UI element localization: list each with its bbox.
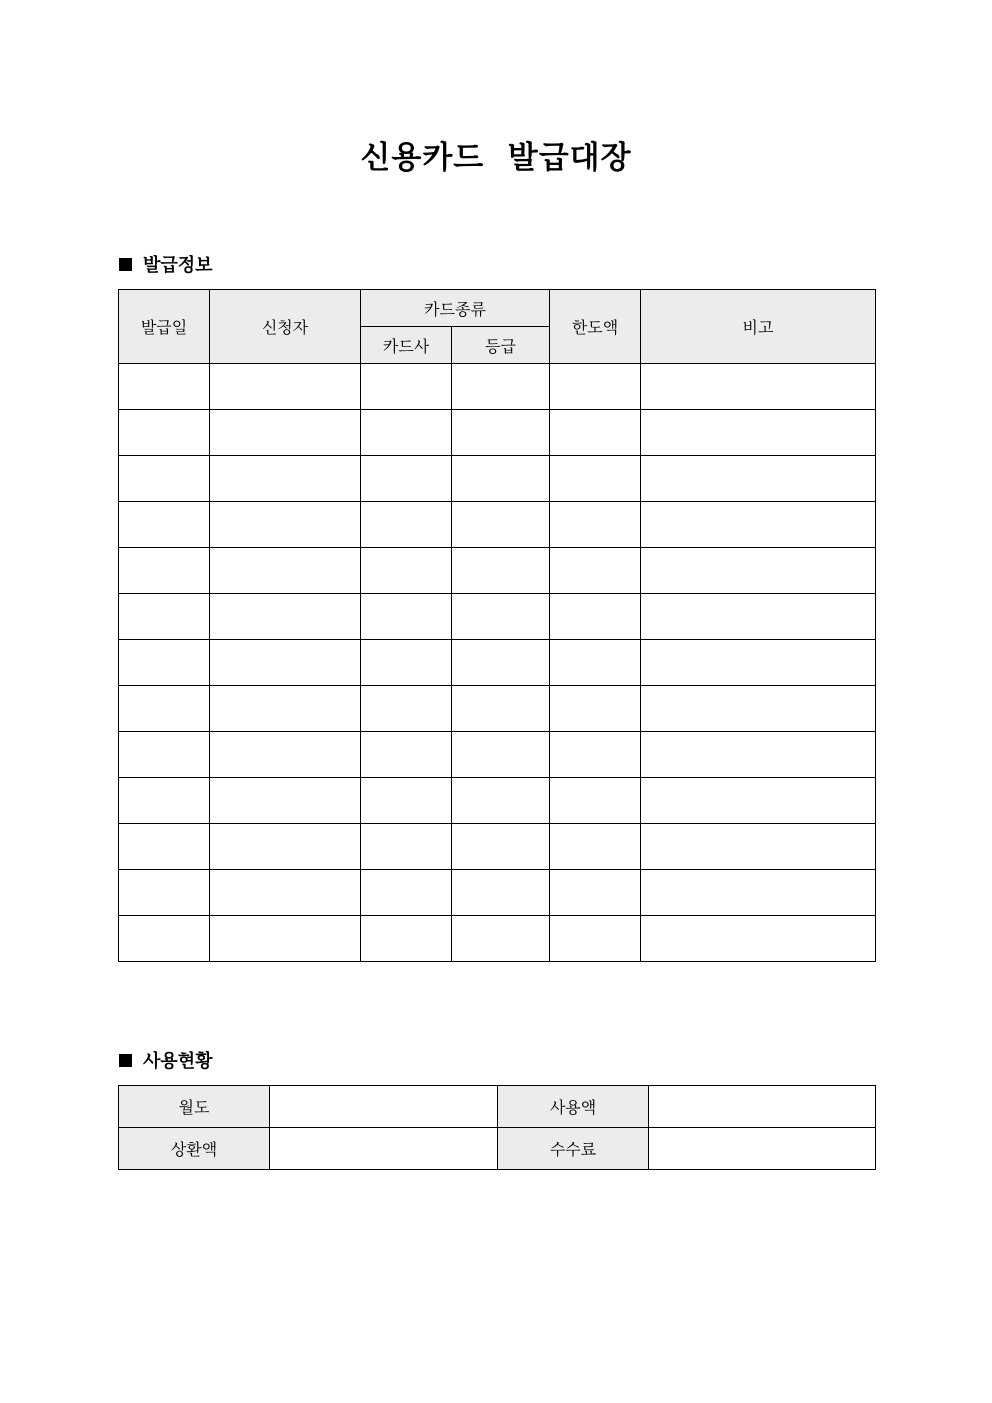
usage-section-heading — [119, 1047, 213, 1073]
header-grade: 등급 — [452, 327, 550, 364]
grade-cell[interactable] — [452, 870, 550, 916]
card-company-cell[interactable] — [361, 778, 452, 824]
issue-date-cell[interactable] — [119, 548, 210, 594]
limit-cell[interactable] — [550, 732, 641, 778]
issue-date-cell[interactable] — [119, 456, 210, 502]
note-cell[interactable] — [641, 916, 876, 962]
grade-cell[interactable] — [452, 502, 550, 548]
issue-date-cell[interactable] — [119, 778, 210, 824]
limit-cell[interactable] — [550, 778, 641, 824]
grade-cell[interactable] — [452, 548, 550, 594]
note-cell[interactable] — [641, 502, 876, 548]
table-row — [119, 410, 876, 456]
label-month: 월도 — [119, 1086, 270, 1128]
card-company-cell[interactable] — [361, 640, 452, 686]
table-row — [119, 548, 876, 594]
repayment-value-cell[interactable] — [270, 1128, 498, 1170]
table-row — [119, 916, 876, 962]
limit-cell[interactable] — [550, 410, 641, 456]
applicant-cell[interactable] — [210, 640, 361, 686]
issue-date-cell[interactable] — [119, 824, 210, 870]
issue-date-cell[interactable] — [119, 870, 210, 916]
note-cell[interactable] — [641, 870, 876, 916]
limit-cell[interactable] — [550, 364, 641, 410]
grade-cell[interactable] — [452, 916, 550, 962]
grade-cell[interactable] — [452, 824, 550, 870]
table-row — [119, 502, 876, 548]
limit-cell[interactable] — [550, 456, 641, 502]
label-repayment: 상환액 — [119, 1128, 270, 1170]
table-row — [119, 686, 876, 732]
applicant-cell[interactable] — [210, 778, 361, 824]
card-company-cell[interactable] — [361, 824, 452, 870]
grade-cell[interactable] — [452, 778, 550, 824]
limit-cell[interactable] — [550, 502, 641, 548]
square-bullet-icon — [119, 1054, 132, 1067]
applicant-cell[interactable] — [210, 870, 361, 916]
card-company-cell[interactable] — [361, 916, 452, 962]
limit-cell[interactable] — [550, 824, 641, 870]
table-row — [119, 456, 876, 502]
applicant-cell[interactable] — [210, 456, 361, 502]
note-cell[interactable] — [641, 778, 876, 824]
header-issue-date: 발급일 — [119, 290, 210, 364]
square-bullet-icon — [119, 258, 132, 271]
note-cell[interactable] — [641, 410, 876, 456]
note-cell[interactable] — [641, 364, 876, 410]
applicant-cell[interactable] — [210, 916, 361, 962]
issue-section-heading — [119, 251, 213, 277]
header-limit: 한도액 — [550, 290, 641, 364]
issue-date-cell[interactable] — [119, 410, 210, 456]
table-row — [119, 778, 876, 824]
grade-cell[interactable] — [452, 364, 550, 410]
usage-row-1 — [119, 1086, 876, 1128]
note-cell[interactable] — [641, 824, 876, 870]
table-row — [119, 824, 876, 870]
table-row — [119, 594, 876, 640]
limit-cell[interactable] — [550, 870, 641, 916]
note-cell[interactable] — [641, 732, 876, 778]
usage-amount-value-cell[interactable] — [649, 1086, 876, 1128]
card-company-cell[interactable] — [361, 364, 452, 410]
grade-cell[interactable] — [452, 410, 550, 456]
applicant-cell[interactable] — [210, 594, 361, 640]
note-cell[interactable] — [641, 594, 876, 640]
note-cell[interactable] — [641, 548, 876, 594]
applicant-cell[interactable] — [210, 686, 361, 732]
table-row — [119, 870, 876, 916]
usage-table — [118, 1085, 876, 1170]
header-card-company: 카드사 — [361, 327, 452, 364]
card-company-cell[interactable] — [361, 502, 452, 548]
applicant-cell[interactable] — [210, 364, 361, 410]
header-applicant: 신청자 — [210, 290, 361, 364]
label-fee: 수수료 — [498, 1128, 649, 1170]
card-company-cell[interactable] — [361, 456, 452, 502]
applicant-cell[interactable] — [210, 502, 361, 548]
issue-date-cell[interactable] — [119, 502, 210, 548]
month-value-cell[interactable] — [270, 1086, 498, 1128]
limit-cell[interactable] — [550, 548, 641, 594]
usage-row-2 — [119, 1128, 876, 1170]
grade-cell[interactable] — [452, 640, 550, 686]
note-cell[interactable] — [641, 686, 876, 732]
issue-date-cell[interactable] — [119, 916, 210, 962]
issue-section-label: 발급정보 — [143, 255, 213, 276]
card-company-cell[interactable] — [361, 594, 452, 640]
label-usage-amount: 사용액 — [498, 1086, 649, 1128]
table-row — [119, 732, 876, 778]
header-card-type: 카드종류 — [361, 290, 550, 327]
issue-header-row-1 — [119, 290, 876, 327]
issue-table-body — [119, 364, 876, 962]
grade-cell[interactable] — [452, 686, 550, 732]
issue-table — [118, 289, 876, 962]
limit-cell[interactable] — [550, 594, 641, 640]
applicant-cell[interactable] — [210, 824, 361, 870]
applicant-cell[interactable] — [210, 548, 361, 594]
card-company-cell[interactable] — [361, 548, 452, 594]
issue-date-cell[interactable] — [119, 594, 210, 640]
grade-cell[interactable] — [452, 594, 550, 640]
applicant-cell[interactable] — [210, 410, 361, 456]
applicant-cell[interactable] — [210, 732, 361, 778]
note-cell[interactable] — [641, 640, 876, 686]
issue-date-cell[interactable] — [119, 732, 210, 778]
limit-cell[interactable] — [550, 686, 641, 732]
limit-cell[interactable] — [550, 916, 641, 962]
grade-cell[interactable] — [452, 456, 550, 502]
issue-date-cell[interactable] — [119, 364, 210, 410]
header-note: 비고 — [641, 290, 876, 364]
table-row — [119, 364, 876, 410]
table-row — [119, 640, 876, 686]
card-company-cell[interactable] — [361, 686, 452, 732]
page-title: 신용카드 발급대장 — [360, 140, 632, 176]
card-company-cell[interactable] — [361, 410, 452, 456]
grade-cell[interactable] — [452, 732, 550, 778]
issue-date-cell[interactable] — [119, 640, 210, 686]
fee-value-cell[interactable] — [649, 1128, 876, 1170]
card-company-cell[interactable] — [361, 732, 452, 778]
limit-cell[interactable] — [550, 640, 641, 686]
issue-date-cell[interactable] — [119, 686, 210, 732]
usage-section-label: 사용현황 — [143, 1051, 213, 1072]
card-company-cell[interactable] — [361, 870, 452, 916]
note-cell[interactable] — [641, 456, 876, 502]
